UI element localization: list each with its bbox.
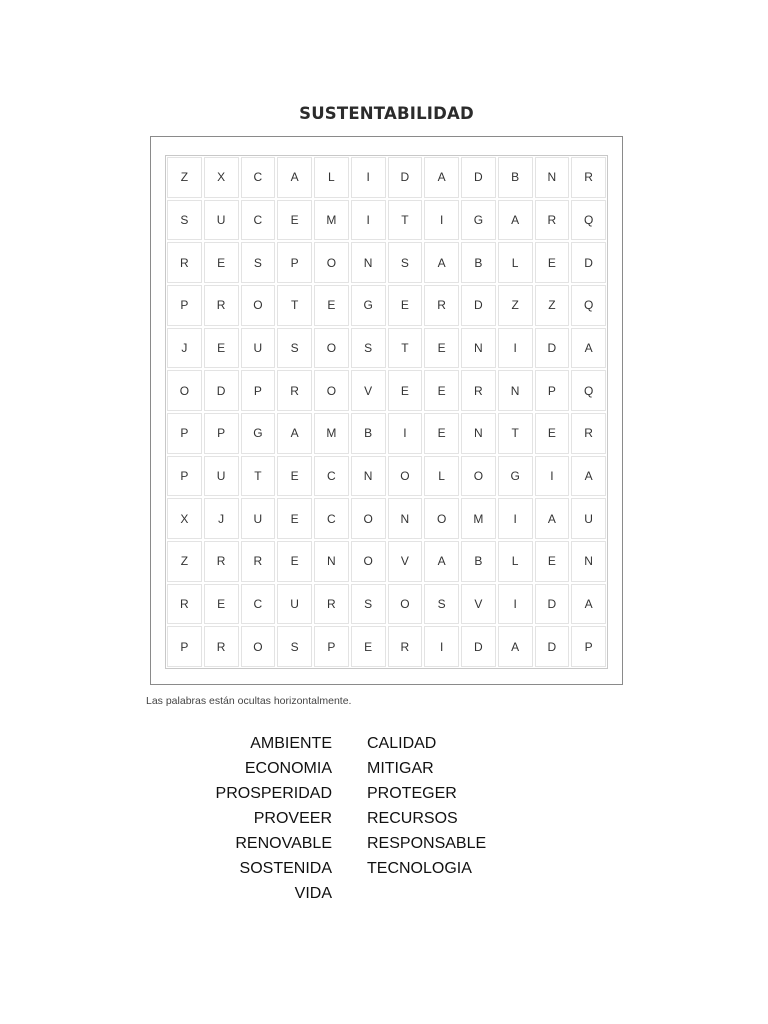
grid-cell: L [424,456,459,497]
grid-cell: O [167,370,202,411]
grid-cell: O [314,328,349,369]
grid-cell: N [461,413,496,454]
word-list-item: CALIDAD [367,735,437,752]
word-list-item: MITIGAR [367,760,434,777]
grid-cell: D [388,157,423,198]
grid-cell: C [241,157,276,198]
grid-cell: I [424,626,459,667]
grid-cell: B [498,157,533,198]
grid-cell: T [498,413,533,454]
grid-cell: P [204,413,239,454]
grid-cell: R [571,157,606,198]
grid-cell: E [277,541,312,582]
grid-cell: P [167,285,202,326]
grid-cell: E [277,498,312,539]
grid-cell: O [424,498,459,539]
grid-cell: E [204,584,239,625]
grid-cell: O [241,626,276,667]
grid-cell: A [277,157,312,198]
grid-cell: E [424,328,459,369]
grid-cell: Q [571,200,606,241]
grid-cell: I [498,584,533,625]
grid-cell: D [461,157,496,198]
grid-cell: V [461,584,496,625]
grid-cell: D [535,328,570,369]
word-list-left [150,731,332,906]
grid-cell: I [351,157,386,198]
grid-cell: A [498,626,533,667]
grid-cell: E [277,200,312,241]
word-list-item: RECURSOS [367,810,458,827]
grid-cell: R [167,584,202,625]
grid-cell: E [351,626,386,667]
grid-cell: D [461,626,496,667]
grid-cell: C [314,498,349,539]
grid-cell: U [241,498,276,539]
grid-cell: E [535,413,570,454]
word-list-item: PROVEER [253,810,332,827]
grid-cell: Z [167,541,202,582]
grid-cell: S [167,200,202,241]
grid-cell: I [388,413,423,454]
page-title: SUSTENTABILIDAD [299,104,474,123]
grid-cell: Z [167,157,202,198]
grid-cell: P [167,626,202,667]
grid-cell: O [388,584,423,625]
grid-cell: E [204,242,239,283]
grid-cell: T [277,285,312,326]
grid-cell: R [277,370,312,411]
word-list-item: TECNOLOGIA [367,860,472,877]
grid-cell: C [314,456,349,497]
grid-cell: P [167,413,202,454]
grid-cell: I [424,200,459,241]
grid-cell: N [535,157,570,198]
grid-cell: R [204,541,239,582]
grid-cell: O [314,370,349,411]
grid-cell: U [204,200,239,241]
grid-cell: R [461,370,496,411]
grid-cell: X [167,498,202,539]
grid-cell: D [535,626,570,667]
grid-cell: E [388,285,423,326]
grid-cell: C [241,200,276,241]
grid-cell: J [167,328,202,369]
grid-cell: R [314,584,349,625]
word-list-item: ECONOMIA [244,760,332,777]
grid-cell: E [314,285,349,326]
grid-cell: T [388,200,423,241]
grid-cell: O [241,285,276,326]
grid-cell: P [535,370,570,411]
grid-cell: N [461,328,496,369]
grid-cell: E [204,328,239,369]
grid-cell: A [277,413,312,454]
grid-cell: P [314,626,349,667]
grid-cell: M [461,498,496,539]
grid-cell: D [461,285,496,326]
grid-cell: R [388,626,423,667]
grid-cell: P [167,456,202,497]
grid-cell: O [351,541,386,582]
grid-cell: R [241,541,276,582]
grid-cell: S [424,584,459,625]
grid-cell: I [351,200,386,241]
grid-cell: R [535,200,570,241]
grid-cell: V [351,370,386,411]
grid-cell: U [204,456,239,497]
word-list-item: AMBIENTE [250,735,332,752]
grid-cell: Z [535,285,570,326]
instructions-note: Las palabras están ocultas horizontalmente. [146,695,352,707]
grid-cell: I [535,456,570,497]
grid-cell: S [277,626,312,667]
grid-cell: O [388,456,423,497]
word-list-right [367,731,567,881]
grid-cell: R [204,626,239,667]
word-list-item: PROTEGER [367,785,457,802]
grid-cell: E [535,541,570,582]
grid-cell: B [461,242,496,283]
word-list-item: VIDA [294,885,332,902]
grid-cell: D [535,584,570,625]
grid-cell: Q [571,285,606,326]
grid-cell: U [277,584,312,625]
grid-cell: A [498,200,533,241]
grid-cell: A [571,456,606,497]
grid-cell: A [424,541,459,582]
grid-cell: E [424,370,459,411]
grid-cell: G [241,413,276,454]
grid-cell: A [424,242,459,283]
grid-cell: R [571,413,606,454]
grid-cell: E [277,456,312,497]
grid-cell: G [461,200,496,241]
grid-cell: A [424,157,459,198]
grid-cell: R [167,242,202,283]
grid-cell: O [351,498,386,539]
grid-cell: N [388,498,423,539]
grid-cell: R [424,285,459,326]
word-list-item: PROSPERIDAD [215,785,332,802]
grid-cell: V [388,541,423,582]
grid-cell: L [314,157,349,198]
grid-cell: B [461,541,496,582]
grid-cell: T [241,456,276,497]
grid-cell: X [204,157,239,198]
grid-cell: D [204,370,239,411]
grid-cell: S [277,328,312,369]
grid-cell: A [571,584,606,625]
grid-cell: N [314,541,349,582]
grid-cell: B [351,413,386,454]
grid-cell: P [241,370,276,411]
word-search-grid [165,155,608,669]
grid-cell: D [571,242,606,283]
grid-cell: S [351,328,386,369]
grid-cell: R [204,285,239,326]
grid-cell: S [351,584,386,625]
grid-cell: Q [571,370,606,411]
grid-cell: O [461,456,496,497]
grid-cell: S [388,242,423,283]
grid-cell: A [535,498,570,539]
grid-cell: M [314,413,349,454]
grid-cell: N [351,456,386,497]
grid-cell: E [535,242,570,283]
grid-cell: U [241,328,276,369]
grid-cell: G [351,285,386,326]
grid-cell: A [571,328,606,369]
grid-cell: E [424,413,459,454]
grid-cell: U [571,498,606,539]
grid-cell: C [241,584,276,625]
grid-cell: Z [498,285,533,326]
grid-cell: E [388,370,423,411]
word-list-item: RENOVABLE [235,835,332,852]
grid-cell: L [498,541,533,582]
grid-cell: G [498,456,533,497]
grid-cell: I [498,328,533,369]
grid-cell: M [314,200,349,241]
grid-cell: P [571,626,606,667]
grid-cell: S [241,242,276,283]
grid-cell: O [314,242,349,283]
grid-cell: P [277,242,312,283]
grid-cell: J [204,498,239,539]
grid-cell: T [388,328,423,369]
grid-cell: L [498,242,533,283]
word-list-item: RESPONSABLE [367,835,487,852]
grid-cell: N [351,242,386,283]
word-list-item: SOSTENIDA [239,860,332,877]
grid-cell: I [498,498,533,539]
grid-cell: N [571,541,606,582]
grid-cell: N [498,370,533,411]
